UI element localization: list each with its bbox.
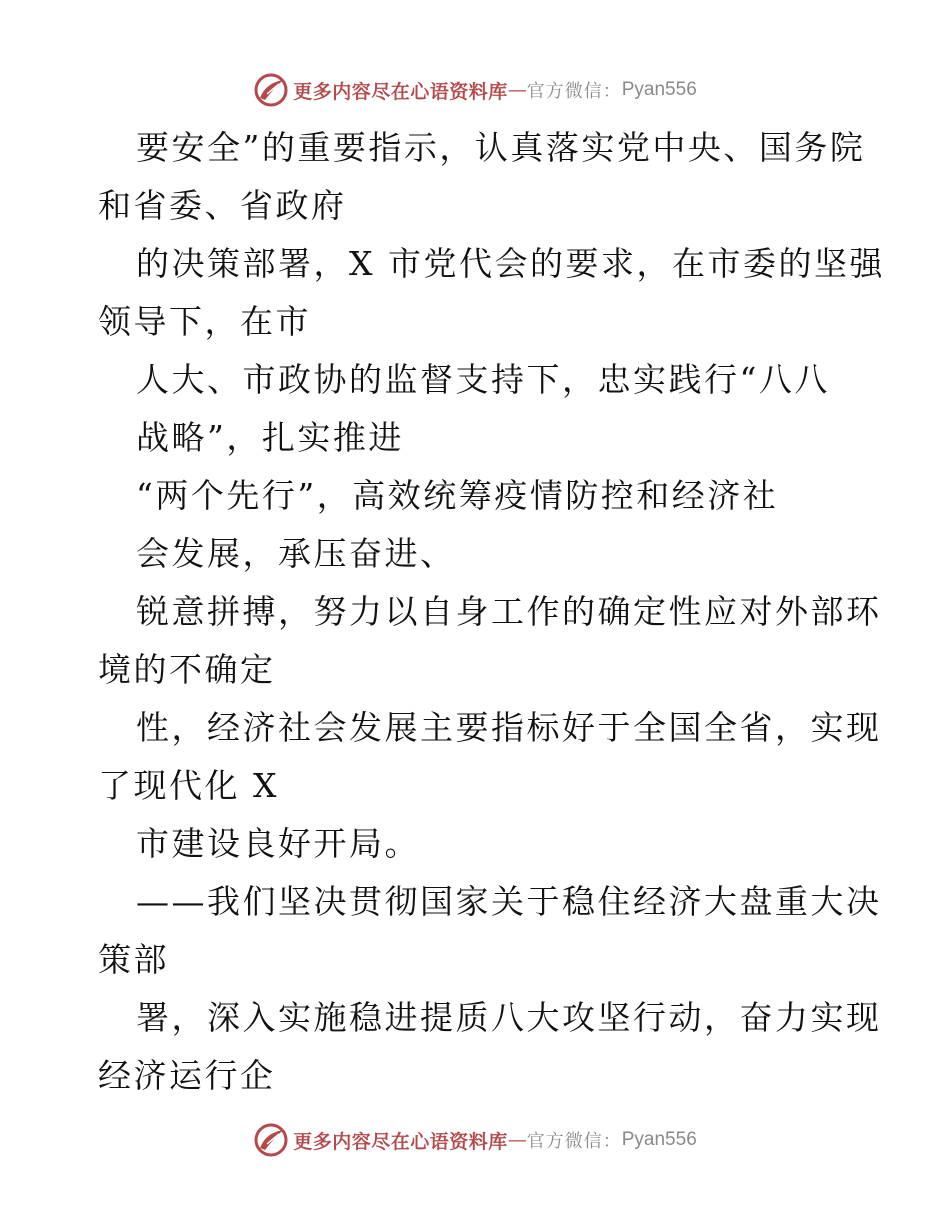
text-line: 经济运行企	[98, 1056, 276, 1095]
banner-wechat-id: Pyan556	[621, 79, 697, 100]
text-line: 境的不确定	[98, 650, 276, 689]
logo-icon	[253, 72, 289, 108]
text-line: 市建设良好开局。	[136, 824, 420, 863]
text-line: 会发展，承压奋进、	[136, 534, 456, 573]
footer-banner	[0, 1120, 950, 1160]
banner-wechat-label: 官方微信：	[526, 1131, 622, 1152]
text-line: 要安全”的重要指示，认真落实党中央、国务院	[136, 128, 866, 167]
text-line: 策部	[98, 940, 169, 979]
banner-title: 更多内容尽在心语资料库	[293, 80, 508, 103]
logo-icon	[253, 1122, 289, 1158]
text-line: 领导下，在市	[98, 302, 311, 341]
banner-title: 更多内容尽在心语资料库	[293, 1130, 508, 1153]
text-line: 了现代化 X	[98, 766, 279, 805]
banner-wechat-label: 官方微信：	[526, 81, 622, 102]
text-line: 性，经济社会发展主要指标好于全国全省，实现	[136, 708, 882, 747]
banner-wechat-id: Pyan556	[621, 1129, 697, 1150]
text-line: 战略”，扎实推进	[136, 418, 404, 457]
text-line: 人大、市政协的监督支持下，忠实践行“八八	[136, 360, 830, 399]
text-line: 署，深入实施稳进提质八大攻坚行动，奋力实现	[136, 998, 882, 1037]
text-line: ——我们坚决贯彻国家关于稳住经济大盘重大决	[136, 882, 882, 921]
text-line: 和省委、省政府	[98, 186, 347, 225]
banner-dash: —	[507, 79, 527, 101]
text-line: “两个先行”，高效统筹疫情防控和经济社	[136, 476, 779, 515]
banner-dash: —	[507, 1129, 527, 1151]
text-line: 锐意拼搏，努力以自身工作的确定性应对外部环	[136, 592, 882, 631]
text-line: 的决策部署，X 市党代会的要求，在市委的坚强	[136, 244, 885, 283]
header-banner	[0, 70, 950, 110]
